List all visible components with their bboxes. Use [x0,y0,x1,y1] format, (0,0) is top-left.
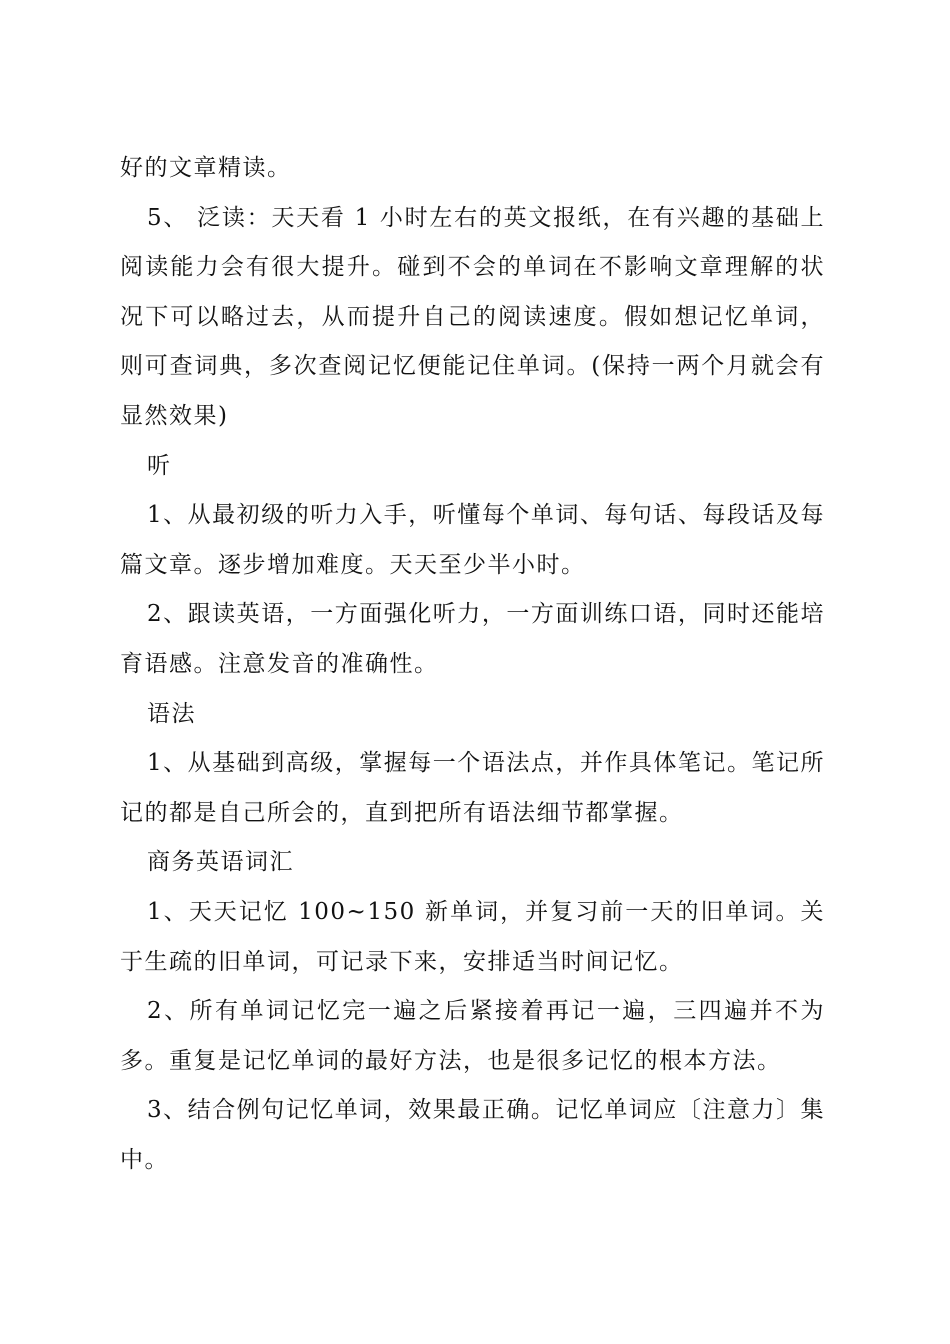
section-heading-listening: 听 [147,452,172,479]
section-heading-grammar: 语法 [147,700,196,727]
paragraph-grammar-1: 1、从基础到高级，掌握每一个语法点，并作具体笔记。笔记所记的都是自己所会的，直到把所有语法细节都掌握。 [120,750,825,826]
paragraph-extensive-reading: 5、 泛读：天天看 1 小时左右的英文报纸，在有兴趣的基础上阅读能力会有很大提升。碰到不会的单词在不影响文章理解的状况下可以略过去，从而提升自己的阅读速度。假如想记忆单词，则可查词典，多次查阅记忆便能记住单词。(保持一两个月就会有显然效果) [120,204,825,429]
paragraph-listening-1: 1、从最初级的听力入手，听懂每个单词、每句话、每段话及每篇文章。逐步增加难度。天天至少半小时。 [120,502,825,578]
paragraph-listening-2: 2、跟读英语，一方面强化听力，一方面训练口语，同时还能培育语感。注意发音的准确性。 [120,601,825,677]
section-heading-vocabulary: 商务英语词汇 [147,849,294,876]
paragraph-vocabulary-3: 3、结合例句记忆单词，效果最正确。记忆单词应〔注意力〕集中。 [120,1097,825,1173]
paragraph-vocabulary-2: 2、所有单词记忆完一遍之后紧接着再记一遍，三四遍并不为多。重复是记忆单词的最好方法，也是很多记忆的根本方法。 [120,998,825,1074]
document-body [120,144,825,1185]
paragraph-continuation: 好的文章精读。 [120,155,292,181]
paragraph-vocabulary-1: 1、天天记忆 100~150 新单词，并复习前一天的旧单词。关于生疏的旧单词，可记录下来，安排适当时间记忆。 [120,898,825,975]
